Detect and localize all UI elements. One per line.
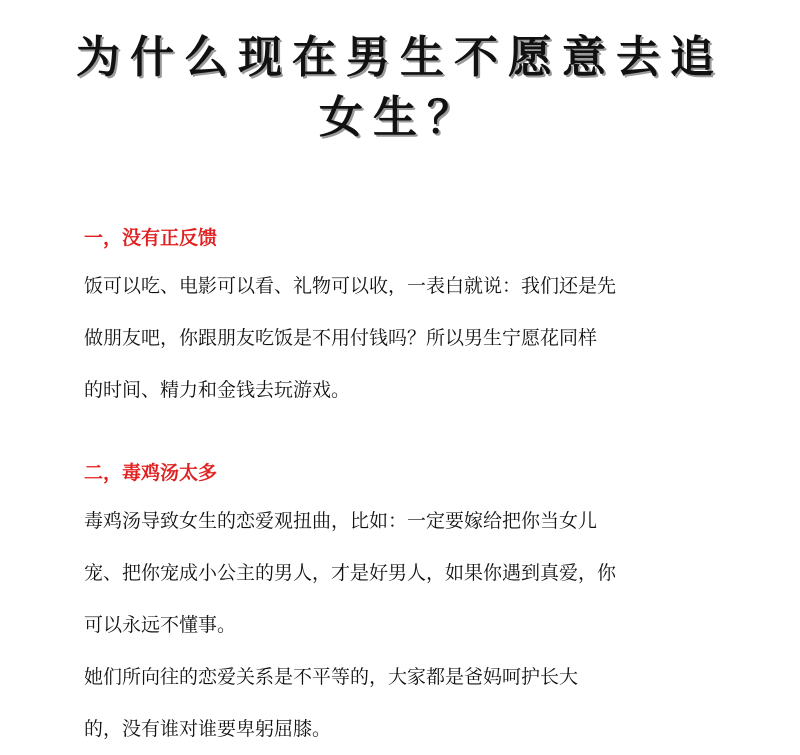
paragraph-line: 宠、把你宠成小公主的男人，才是好男人，如果你遇到真爱，你 [84, 562, 617, 584]
article-title-line-2: 女生？ [319, 92, 481, 143]
article-title-line-1: 为什么现在男生不愿意去追 [76, 32, 724, 83]
paragraph-line: 的，没有谁对谁要卑躬屈膝。 [84, 718, 332, 740]
paragraph-line: 做朋友吧，你跟朋友吃饭是不用付钱吗？所以男生宁愿花同样 [84, 327, 598, 349]
paragraph-line: 毒鸡汤导致女生的恋爱观扭曲，比如：一定要嫁给把你当女儿 [84, 510, 598, 532]
paragraph-line: 饭可以吃、电影可以看、礼物可以收，一表白就说：我们还是先 [84, 275, 617, 297]
section-no-feedback [84, 224, 724, 416]
section-toxic-chicken-soup [84, 459, 724, 755]
paragraph-line: 的时间、精力和金钱去玩游戏。 [84, 379, 351, 401]
section-heading: 一，没有正反馈 [84, 227, 218, 249]
section-heading: 二，毒鸡汤太多 [84, 462, 218, 484]
paragraph-line: 她们所向往的恋爱关系是不平等的，大家都是爸妈呵护长大 [84, 666, 579, 688]
paragraph-line: 可以永远不懂事。 [84, 614, 237, 636]
